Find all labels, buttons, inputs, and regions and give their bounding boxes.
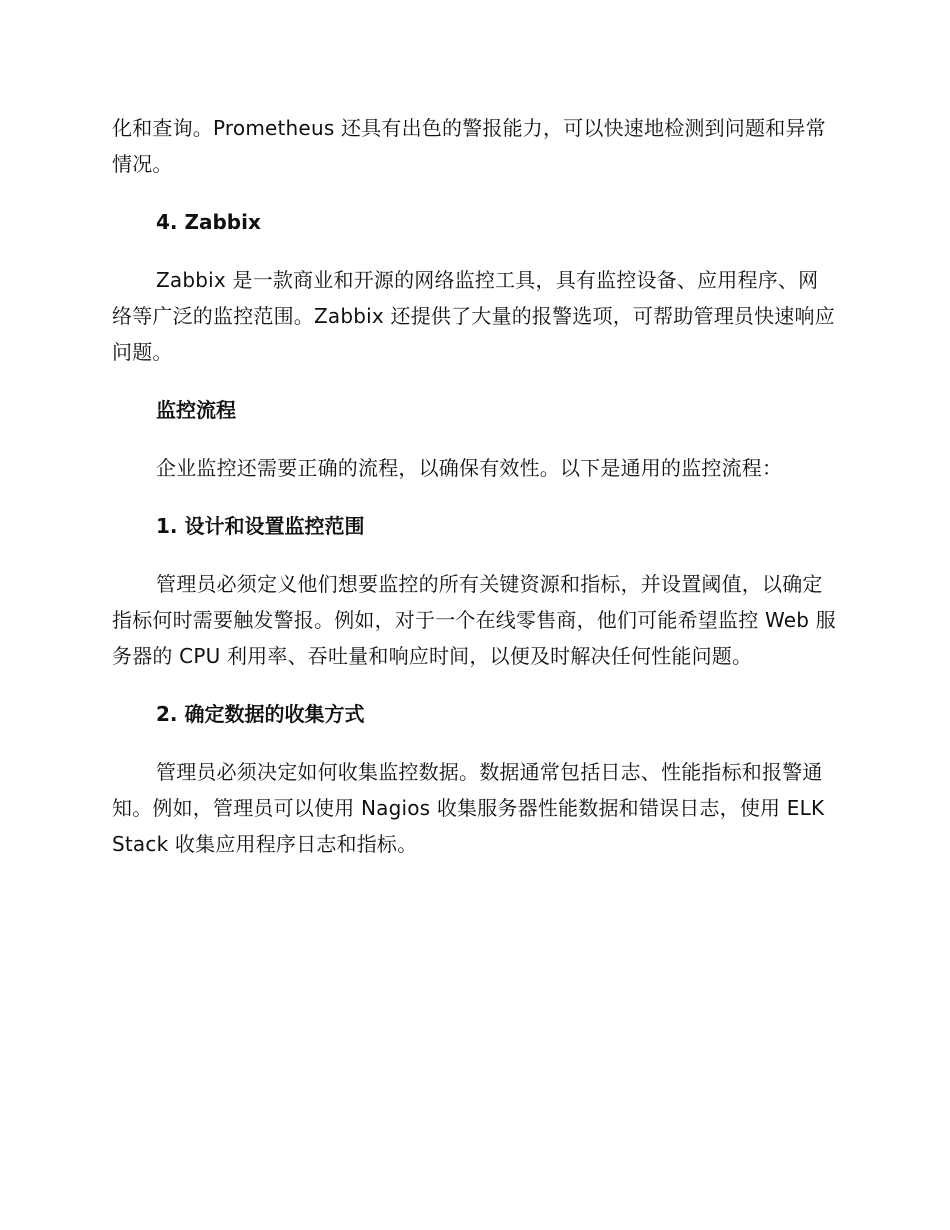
paragraph-zabbix: Zabbix 是一款商业和开源的网络监控工具，具有监控设备、应用程序、网络等广泛的监控范围。Zabbix 还提供了大量的报警选项，可帮助管理员快速响应问题。 <box>112 268 835 364</box>
paragraph-process-intro: 企业监控还需要正确的流程，以确保有效性。以下是通用的监控流程： <box>156 456 783 480</box>
heading-data-collection: 2. 确定数据的收集方式 <box>156 702 365 726</box>
heading-monitoring-process: 监控流程 <box>156 398 236 422</box>
heading-design-scope: 1. 设计和设置监控范围 <box>156 514 365 538</box>
paragraph-design-scope: 管理员必须定义他们想要监控的所有关键资源和指标，并设置阈值，以确定指标何时需要触发警报。例如，对于一个在线零售商，他们可能希望监控 Web 服务器的 CPU 利用率、吞吐量和响应时间，以便及时解决任何性能问题。 <box>112 572 836 668</box>
paragraph-prometheus-continued: 化和查询。Prometheus 还具有出色的警报能力，可以快速地检测到问题和异常情况。 <box>112 116 826 176</box>
document-page <box>112 110 838 862</box>
heading-zabbix: 4. Zabbix <box>156 210 261 234</box>
paragraph-data-collection: 管理员必须决定如何收集监控数据。数据通常包括日志、性能指标和报警通知。例如，管理员可以使用 Nagios 收集服务器性能数据和错误日志，使用 ELK Stack 收集应用程序日志和指标。 <box>112 760 825 856</box>
